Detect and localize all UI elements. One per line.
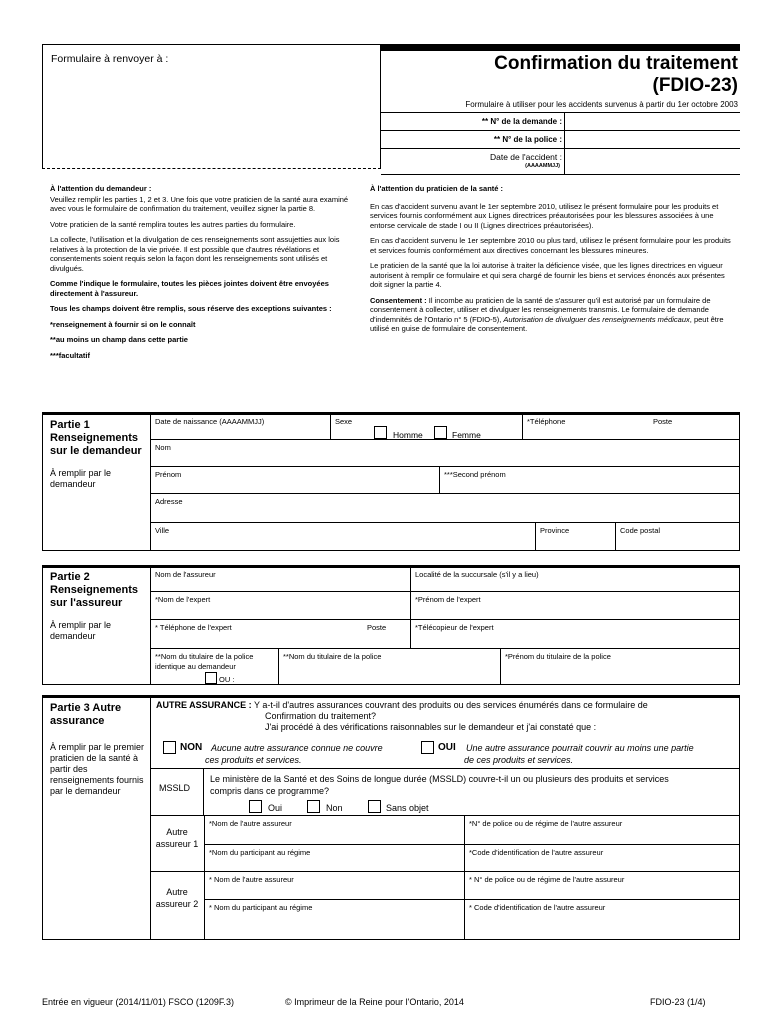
dob-label: Date de naissance (AAAAMMJJ): [155, 417, 265, 426]
mssld-row: [150, 768, 740, 816]
holder-first-name-label: *Prénom du titulaire de la police: [505, 652, 611, 661]
branch-field[interactable]: [410, 567, 740, 591]
header-fields: [381, 112, 740, 174]
adjuster-fax-label: *Télécopieur de l'expert: [415, 623, 494, 632]
phone-ext-label: Poste: [653, 417, 673, 426]
province-label: Province: [540, 526, 570, 535]
sex-label: Sexe: [335, 417, 353, 426]
other-insurer-2-code-field[interactable]: [464, 899, 740, 940]
other-insurer-2-name-label: * Nom de l'autre assureur: [209, 875, 294, 884]
mssld-yes-checkbox[interactable]: [249, 800, 262, 813]
first-name-field[interactable]: [150, 466, 439, 493]
adjuster-first-name-label: *Prénom de l'expert: [415, 595, 481, 604]
practitioner-instructions-p3: Le praticien de la santé que la loi autorise à traiter la déficience visée, que les lignes directrices en vigueur autorisent à remplir ce formulaire et qui sera chargé de fournir les biens et services énoncés aux présentes doit signer la partie 4.: [370, 261, 725, 289]
yes-label: OUI: [438, 742, 456, 753]
claimant-instructions-p3: La collecte, l'utilisation et la divulgation de ces renseignements sont assujetties aux lois relatives à la protection de la vie privée. Il est possible que d'autres révélations et consentements soient requis selon la façon dont les renseignements sont utilisés et divulgués.: [50, 235, 340, 273]
practitioner-instructions-heading: À l'attention du praticien de la santé :: [370, 184, 504, 193]
accident-date-row[interactable]: [381, 149, 740, 175]
part2-subtitle: À remplir par le demandeur: [50, 620, 112, 641]
postal-code-label: Code postal: [620, 526, 661, 535]
accident-date-field[interactable]: [564, 149, 740, 175]
postal-code-field[interactable]: [615, 522, 740, 551]
mssld-q-line2: compris dans ce programme?: [210, 786, 330, 796]
mssld-na-checkbox[interactable]: [368, 800, 381, 813]
other-insurer-1-policy-field[interactable]: [464, 816, 740, 844]
other-insurer-2-label: Autre assureur 2: [155, 887, 199, 909]
no-other-insurance-text: [205, 742, 383, 766]
claimant-instructions-p8: ***facultatif: [50, 350, 91, 360]
practitioner-instructions-p2: En cas d'accident survenu le 1er septembre 2010 ou plus tard, utilisez le présent formulaire pour les produits et services fournis conformément aux directives concernant les blessures mineures.: [370, 236, 731, 255]
accident-date-label: Date de l'accident :: [489, 152, 562, 162]
return-address-box[interactable]: [42, 44, 381, 169]
form-title: [381, 53, 738, 97]
female-label: Femme: [452, 430, 481, 440]
yes-other-text-line1: Une autre assurance pourrait couvrir au moins une partie: [466, 743, 694, 753]
other-insurer-2-name-field[interactable]: [204, 872, 464, 899]
form-subtitle: Formulaire à utiliser pour les accidents survenus à partir du 1er octobre 2003: [465, 100, 738, 109]
last-name-field[interactable]: [150, 439, 740, 466]
policy-number-row[interactable]: [381, 131, 740, 149]
other-insurer-1-participant-field[interactable]: [204, 844, 464, 872]
policy-number-field[interactable]: [564, 131, 740, 149]
other-insurer-2-policy-label: * N° de police ou de régime de l'autre assureur: [469, 875, 625, 884]
branch-label: Localité de la succursale (s'il y a lieu): [415, 570, 539, 579]
consent-text: Il incombe au praticien de la santé de s'assurer qu'il est autorisé par un formulaire de consentement à collecter, utiliser et divulguer les renseignements transmis. Le formulaire de demande d'indemnités de l'Ontario n° 5 (FDIO-5),: [370, 295, 711, 324]
mssld-label: MSSLD: [159, 783, 191, 793]
claim-number-label: ** N° de la demande :: [481, 117, 562, 126]
mssld-na-label: Sans objet: [386, 803, 429, 813]
city-label: Ville: [155, 526, 170, 535]
claimant-instructions: [50, 184, 360, 366]
adjuster-first-name-field[interactable]: [410, 591, 740, 619]
other-insurer-1-policy-label: *N° de police ou de régime de l'autre assureur: [469, 819, 623, 828]
practitioner-instructions-p1: En cas d'accident survenu avant le 1er septembre 2010, utilisez le présent formulaire pour les produits et services fournis conformément aux Lignes directrices préautorisées pour les blessures associées à une entorse cervicale de stade I ou II (Lignes directrices préautorisées).: [370, 201, 719, 230]
city-field[interactable]: [150, 522, 535, 551]
other-insurer-1-label: Autre assureur 1: [155, 827, 199, 849]
mssld-no-checkbox[interactable]: [307, 800, 320, 813]
part2-heading: [50, 571, 150, 642]
practitioner-instructions: [370, 184, 732, 340]
insurer-name-field[interactable]: [150, 567, 410, 591]
other-insurer-2-label-cell: [150, 872, 204, 940]
practitioner-instructions-p4: [370, 296, 732, 334]
form-title-line1: Confirmation du traitement: [494, 53, 738, 74]
other-insurer-1-code-field[interactable]: [464, 844, 740, 872]
title-bar: [381, 44, 740, 51]
yes-other-insurance-checkbox[interactable]: [421, 741, 434, 754]
return-address-label: Formulaire à renvoyer à :: [51, 53, 169, 65]
part3-heading: [50, 702, 146, 797]
adjuster-ext-label: Poste: [367, 623, 387, 632]
adjuster-fax-field[interactable]: [410, 619, 740, 648]
part1-heading: [50, 419, 150, 490]
claimant-instructions-p2: Votre praticien de la santé remplira toutes les autres parties du formulaire.: [50, 219, 296, 229]
no-other-text-line1: Aucune autre assurance connue ne couvre: [211, 743, 383, 753]
other-insurance-question: [156, 700, 736, 733]
yes-other-insurance-text: [464, 742, 694, 766]
consent-text-end: , peut être utilisé en guise de formulaire de consentement.: [370, 314, 724, 333]
mssld-yes-label: Oui: [268, 803, 283, 813]
female-checkbox[interactable]: [434, 426, 447, 439]
other-insurance-label: AUTRE ASSURANCE :: [156, 700, 252, 710]
middle-name-label: ***Second prénom: [444, 470, 506, 479]
other-insurer-1-name-field[interactable]: [204, 816, 464, 844]
no-other-text-line2: ces produits et services.: [205, 755, 302, 765]
male-checkbox[interactable]: [374, 426, 387, 439]
holder-name-label: **Nom du titulaire de la police: [283, 652, 382, 661]
part1-title: Partie 1 Renseignements sur le demandeur: [50, 419, 142, 457]
footer-page-number: FDIO-23 (1/4): [650, 997, 706, 1007]
form-title-line2: (FDIO-23): [652, 75, 738, 96]
claimant-instructions-p7: **au moins un champ dans cette partie: [50, 335, 188, 344]
mssld-question: [210, 773, 669, 797]
phone-field[interactable]: [522, 414, 740, 439]
adjuster-phone-label: * Téléphone de l'expert: [155, 623, 232, 632]
holder-same-ou: OU :: [219, 675, 235, 684]
accident-date-format: (AAAAMMJJ): [525, 163, 560, 169]
other-insurer-1-name-label: *Nom de l'autre assureur: [209, 819, 292, 828]
middle-name-field[interactable]: [439, 466, 740, 493]
first-name-label: Prénom: [155, 470, 182, 479]
claim-number-row[interactable]: [381, 113, 740, 131]
holder-same-checkbox[interactable]: [205, 672, 217, 684]
mssld-label-cell: [150, 769, 204, 815]
mssld-q-line1: Le ministère de la Santé et des Soins de longue durée (MSSLD) couvre-t-il un ou plusieurs des produits et services: [210, 774, 669, 784]
other-insurer-2-participant-field[interactable]: [204, 899, 464, 940]
other-insurer-2-policy-field[interactable]: [464, 872, 740, 899]
claimant-instructions-p4: Comme l'indique le formulaire, toutes les pièces jointes doivent être envoyées directement à l'assureur.: [50, 279, 329, 298]
insurer-name-label: Nom de l'assureur: [155, 570, 216, 579]
holder-name-field[interactable]: [278, 648, 500, 685]
sex-field[interactable]: [330, 414, 522, 439]
footer-effective-date: Entrée en vigueur (2014/11/01) FSCO (1209F.3): [42, 997, 234, 1007]
other-insurer-2-code-label: * Code d'identification de l'autre assureur: [469, 903, 606, 912]
other-insurer-1-code-label: *Code d'identification de l'autre assureur: [469, 848, 604, 857]
part1-subtitle: À remplir par le demandeur: [50, 468, 112, 489]
other-insurer-1-participant-label: *Nom du participant au régime: [209, 848, 311, 857]
no-other-insurance-checkbox[interactable]: [163, 741, 176, 754]
part2-title: Partie 2 Renseignements sur l'assureur: [50, 571, 139, 609]
part3-title: Partie 3 Autre assurance: [50, 702, 122, 727]
no-label: NON: [180, 742, 203, 753]
part3-subtitle: À remplir par le premier praticien de la santé à partir des renseignements fournis par le demandeur: [50, 742, 145, 796]
claimant-instructions-p5: Tous les champs doivent être remplis, sous réserve des exceptions suivantes :: [50, 304, 332, 313]
claimant-instructions-p6: *renseignement à fournir si on le connaît: [50, 319, 196, 329]
other-insurer-1-label-cell: [150, 816, 204, 872]
holder-first-name-field[interactable]: [500, 648, 740, 685]
other-insurer-2-participant-label: * Nom du participant au régime: [209, 903, 313, 912]
policy-number-label: ** N° de la police :: [493, 135, 562, 144]
address-field[interactable]: [150, 493, 740, 522]
phone-label: *Téléphone: [527, 417, 566, 426]
other-insurance-q-line1: [156, 700, 736, 711]
footer-copyright: © Imprimeur de la Reine pour l'Ontario, 2014: [285, 997, 464, 1007]
adjuster-name-field[interactable]: [150, 591, 410, 619]
claimant-instructions-heading: À l'attention du demandeur :: [50, 184, 152, 193]
claimant-instructions-p1: Veuillez remplir les parties 1, 2 et 3. Une fois que votre praticien de la santé aura examiné avec vous le formulaire de confirmation du traitement, veuillez signer la partie 8.: [50, 194, 349, 213]
address-label: Adresse: [155, 497, 183, 506]
province-field[interactable]: [535, 522, 615, 551]
other-insurance-q-text: Y a-t-il d'autres assurances couvrant des produits ou des services énumérés dans ce formulaire de: [251, 700, 648, 710]
yes-other-text-line2: de ces produits et services.: [464, 755, 574, 765]
claim-number-field[interactable]: [564, 113, 740, 131]
other-insurance-q-line3: J'ai procédé à des vérifications raisonnables sur le demandeur et j'ai constaté que :: [265, 722, 597, 732]
mssld-no-label: Non: [326, 803, 343, 813]
holder-same-field[interactable]: [150, 648, 278, 685]
male-label: Homme: [393, 430, 423, 440]
dob-field[interactable]: [150, 414, 330, 439]
holder-same-label: **Nom du titulaire de la police identique au demandeur: [155, 652, 254, 671]
last-name-label: Nom: [155, 443, 171, 452]
adjuster-phone-field[interactable]: [150, 619, 410, 648]
adjuster-name-label: *Nom de l'expert: [155, 595, 211, 604]
consent-form-title: Autorisation de divulguer des renseignements médicaux: [503, 314, 690, 324]
consent-label: Consentement :: [370, 295, 427, 305]
other-insurance-q-line2: Confirmation du traitement?: [265, 711, 377, 721]
